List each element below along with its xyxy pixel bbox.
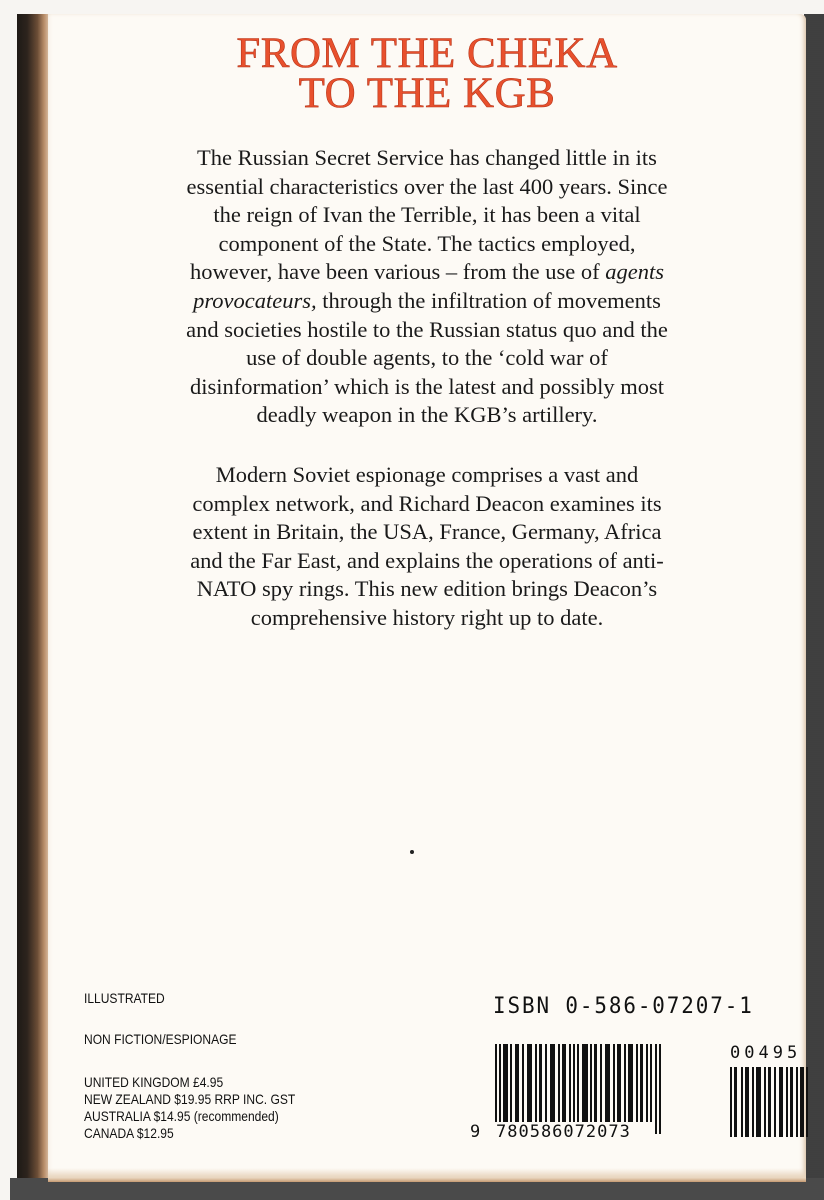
print-speck bbox=[410, 850, 414, 854]
genre-label: NON FICTION/ESPIONAGE bbox=[84, 1031, 237, 1047]
blurb-italic-text: agents bbox=[605, 259, 664, 285]
blurb-line: complex network, and Richard Deacon examines its bbox=[192, 490, 662, 516]
price-addon-barcode bbox=[730, 1067, 808, 1137]
blurb-line: disinformation’ which is the latest and possibly most bbox=[190, 373, 664, 399]
price-list bbox=[84, 1074, 295, 1142]
blurb-line: and societies hostile to the Russian status quo and the bbox=[186, 316, 668, 342]
price-uk: UNITED KINGDOM £4.95 bbox=[84, 1074, 224, 1090]
blurb-italic-text: provocateurs, bbox=[193, 287, 317, 313]
blurb-line: and the Far East, and explains the operations of anti- bbox=[190, 547, 664, 573]
scanner-edge-right bbox=[804, 14, 824, 1184]
ean-first-digit: 9 bbox=[470, 1122, 481, 1142]
title-line-1: FROM THE CHEKA bbox=[236, 30, 618, 77]
blurb-paragraph-1 bbox=[48, 144, 806, 430]
ean-barcode bbox=[495, 1044, 663, 1134]
blurb-text: through the infiltration of movements bbox=[316, 287, 661, 313]
blurb-line: use of double agents, to the ‘cold war of bbox=[246, 345, 608, 371]
illustrated-label: ILLUSTRATED bbox=[84, 990, 165, 1006]
blurb-text: however, have been various – from the use of bbox=[190, 259, 606, 285]
book-spine-edge bbox=[17, 14, 51, 1184]
blurb-line: Modern Soviet espionage comprises a vast and bbox=[215, 462, 639, 487]
price-nz: NEW ZEALAND $19.95 RRP INC. GST bbox=[84, 1091, 296, 1107]
blurb-line bbox=[48, 258, 806, 287]
blurb-line bbox=[48, 287, 806, 316]
blurb-line: essential characteristics over the last 400 years. Since bbox=[186, 173, 668, 199]
blurb-line: extent in Britain, the USA, France, Germany, Africa bbox=[192, 519, 662, 545]
blurb-line: comprehensive history right up to date. bbox=[250, 604, 604, 630]
price-ca: CANADA $12.95 bbox=[84, 1125, 174, 1141]
cover-wear-edge bbox=[48, 1168, 806, 1182]
blurb-paragraph-2 bbox=[48, 461, 806, 633]
price-addon-digits: 00495 bbox=[730, 1043, 802, 1063]
isbn-number: ISBN 0-586-07207-1 bbox=[493, 994, 754, 1019]
blurb-line: The Russian Secret Service has changed little in its bbox=[197, 145, 657, 170]
ean-digits: 780586072073 bbox=[496, 1122, 631, 1142]
blurb-line: deadly weapon in the KGB’s artillery. bbox=[256, 402, 598, 428]
book-back-cover bbox=[48, 14, 806, 1182]
blurb-line: component of the State. The tactics employed, bbox=[218, 230, 636, 256]
book-title bbox=[48, 30, 806, 117]
blurb-line: NATO spy rings. This new edition brings Deacon’s bbox=[196, 576, 658, 602]
title-line-2: TO THE KGB bbox=[298, 70, 556, 117]
price-au: AUSTRALIA $14.95 (recommended) bbox=[84, 1108, 279, 1124]
blurb-line: the reign of Ivan the Terrible, it has been a vital bbox=[213, 202, 641, 228]
